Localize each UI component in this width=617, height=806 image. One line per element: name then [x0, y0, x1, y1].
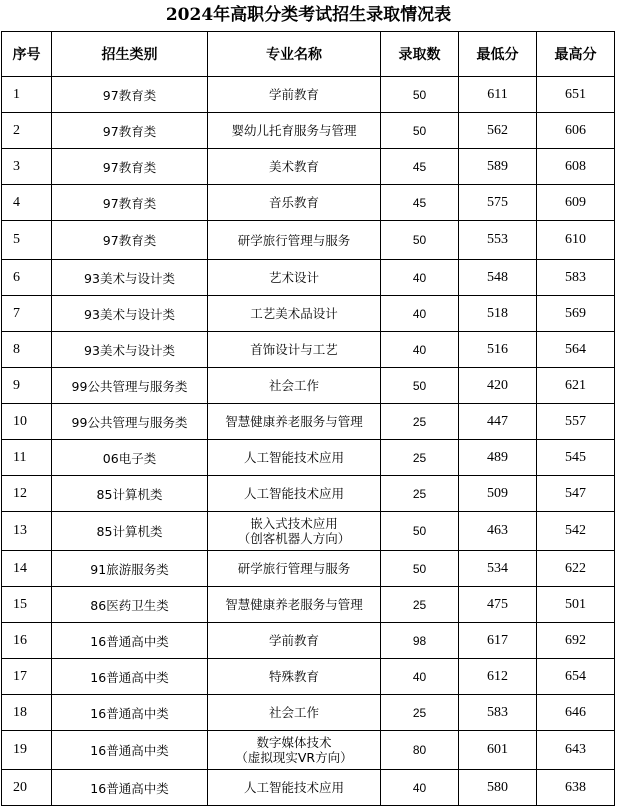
- cell-min-score: 447: [459, 404, 537, 440]
- cell-category: 06电子类: [52, 440, 208, 476]
- cell-major: [208, 731, 381, 770]
- cell-max-score: 608: [537, 149, 615, 185]
- cell-major: 学前教育: [208, 77, 381, 113]
- cell-index: 18: [2, 695, 52, 731]
- table-row: [2, 77, 615, 113]
- cell-category: 93美术与设计类: [52, 260, 208, 296]
- cell-major: 艺术设计: [208, 260, 381, 296]
- cell-index: 1: [2, 77, 52, 113]
- cell-count: 50: [381, 113, 459, 149]
- cell-major: 美术教育: [208, 149, 381, 185]
- cell-category: 16普通高中类: [52, 770, 208, 806]
- cell-min-score: 548: [459, 260, 537, 296]
- cell-count: 50: [381, 551, 459, 587]
- header-index: 序号: [2, 32, 52, 77]
- cell-category: 97教育类: [52, 113, 208, 149]
- cell-major: 首饰设计与工艺: [208, 332, 381, 368]
- cell-min-score: 575: [459, 185, 537, 221]
- cell-count: 40: [381, 659, 459, 695]
- table-row: [2, 587, 615, 623]
- cell-major: 社会工作: [208, 695, 381, 731]
- cell-index: 3: [2, 149, 52, 185]
- cell-category: 16普通高中类: [52, 659, 208, 695]
- cell-min-score: 583: [459, 695, 537, 731]
- cell-index: 20: [2, 770, 52, 806]
- cell-count: 98: [381, 623, 459, 659]
- cell-count: 80: [381, 731, 459, 770]
- header-max-score: 最高分: [537, 32, 615, 77]
- header-major: 专业名称: [208, 32, 381, 77]
- cell-max-score: 569: [537, 296, 615, 332]
- cell-category: 99公共管理与服务类: [52, 368, 208, 404]
- cell-count: 40: [381, 770, 459, 806]
- cell-max-score: 547: [537, 476, 615, 512]
- header-category: 招生类别: [52, 32, 208, 77]
- cell-min-score: 518: [459, 296, 537, 332]
- header-min-score: 最低分: [459, 32, 537, 77]
- admission-table: [1, 31, 615, 806]
- cell-min-score: 516: [459, 332, 537, 368]
- cell-category: 99公共管理与服务类: [52, 404, 208, 440]
- cell-min-score: 580: [459, 770, 537, 806]
- cell-index: 2: [2, 113, 52, 149]
- cell-category: 93美术与设计类: [52, 332, 208, 368]
- cell-major: 人工智能技术应用: [208, 770, 381, 806]
- cell-min-score: 601: [459, 731, 537, 770]
- cell-min-score: 489: [459, 440, 537, 476]
- cell-count: 45: [381, 149, 459, 185]
- cell-min-score: 612: [459, 659, 537, 695]
- table-row: [2, 221, 615, 260]
- cell-major: 学前教育: [208, 623, 381, 659]
- table-row: [2, 260, 615, 296]
- cell-max-score: 646: [537, 695, 615, 731]
- cell-major: [208, 512, 381, 551]
- major-line-2: （虚拟现实VR方向）: [235, 750, 353, 765]
- cell-count: 50: [381, 512, 459, 551]
- cell-max-score: 622: [537, 551, 615, 587]
- cell-max-score: 651: [537, 77, 615, 113]
- major-line-2: （创客机器人方向）: [237, 531, 351, 546]
- cell-max-score: 654: [537, 659, 615, 695]
- cell-index: 13: [2, 512, 52, 551]
- cell-count: 45: [381, 185, 459, 221]
- table-row: [2, 404, 615, 440]
- cell-count: 40: [381, 260, 459, 296]
- document-title: 2024年高职分类考试招生录取情况表: [165, 5, 452, 25]
- cell-index: 16: [2, 623, 52, 659]
- cell-index: 9: [2, 368, 52, 404]
- cell-major: 社会工作: [208, 368, 381, 404]
- cell-count: 50: [381, 221, 459, 260]
- cell-index: 19: [2, 731, 52, 770]
- cell-max-score: 545: [537, 440, 615, 476]
- cell-major: 人工智能技术应用: [208, 476, 381, 512]
- cell-count: 50: [381, 368, 459, 404]
- cell-category: 91旅游服务类: [52, 551, 208, 587]
- cell-index: 10: [2, 404, 52, 440]
- cell-count: 25: [381, 440, 459, 476]
- table-row: [2, 476, 615, 512]
- table-row: [2, 185, 615, 221]
- cell-major: 工艺美术品设计: [208, 296, 381, 332]
- major-line-1: 数字媒体技术: [256, 735, 332, 750]
- cell-index: 17: [2, 659, 52, 695]
- cell-max-score: 606: [537, 113, 615, 149]
- cell-category: 86医药卫生类: [52, 587, 208, 623]
- cell-index: 12: [2, 476, 52, 512]
- table-header-row: [2, 32, 615, 77]
- table-row: [2, 659, 615, 695]
- cell-max-score: 692: [537, 623, 615, 659]
- cell-category: 16普通高中类: [52, 623, 208, 659]
- cell-major: 特殊教育: [208, 659, 381, 695]
- cell-category: 85计算机类: [52, 512, 208, 551]
- table-row: [2, 551, 615, 587]
- cell-category: 97教育类: [52, 149, 208, 185]
- cell-min-score: 589: [459, 149, 537, 185]
- cell-max-score: 564: [537, 332, 615, 368]
- table-row: [2, 623, 615, 659]
- cell-max-score: 609: [537, 185, 615, 221]
- table-row: [2, 440, 615, 476]
- cell-index: 15: [2, 587, 52, 623]
- cell-count: 25: [381, 587, 459, 623]
- header-count: 录取数: [381, 32, 459, 77]
- cell-major: 智慧健康养老服务与管理: [208, 587, 381, 623]
- table-row: [2, 770, 615, 806]
- cell-category: 16普通高中类: [52, 731, 208, 770]
- cell-index: 14: [2, 551, 52, 587]
- table-row: [2, 332, 615, 368]
- cell-max-score: 557: [537, 404, 615, 440]
- table-row: [2, 149, 615, 185]
- cell-min-score: 562: [459, 113, 537, 149]
- cell-min-score: 534: [459, 551, 537, 587]
- cell-category: 97教育类: [52, 221, 208, 260]
- cell-major: 音乐教育: [208, 185, 381, 221]
- cell-count: 40: [381, 332, 459, 368]
- cell-index: 5: [2, 221, 52, 260]
- cell-index: 4: [2, 185, 52, 221]
- cell-count: 50: [381, 77, 459, 113]
- cell-index: 7: [2, 296, 52, 332]
- table-row: [2, 512, 615, 551]
- cell-max-score: 542: [537, 512, 615, 551]
- cell-category: 85计算机类: [52, 476, 208, 512]
- cell-min-score: 463: [459, 512, 537, 551]
- table-row: [2, 368, 615, 404]
- major-line-1: 嵌入式技术应用: [250, 516, 338, 531]
- cell-count: 25: [381, 695, 459, 731]
- cell-min-score: 611: [459, 77, 537, 113]
- cell-min-score: 509: [459, 476, 537, 512]
- cell-max-score: 638: [537, 770, 615, 806]
- cell-major: 研学旅行管理与服务: [208, 551, 381, 587]
- cell-category: 97教育类: [52, 185, 208, 221]
- cell-min-score: 617: [459, 623, 537, 659]
- cell-major: 研学旅行管理与服务: [208, 221, 381, 260]
- cell-count: 40: [381, 296, 459, 332]
- cell-count: 25: [381, 404, 459, 440]
- table-row: [2, 695, 615, 731]
- cell-max-score: 643: [537, 731, 615, 770]
- cell-max-score: 501: [537, 587, 615, 623]
- cell-max-score: 583: [537, 260, 615, 296]
- cell-index: 8: [2, 332, 52, 368]
- cell-index: 11: [2, 440, 52, 476]
- cell-min-score: 475: [459, 587, 537, 623]
- cell-min-score: 553: [459, 221, 537, 260]
- cell-category: 93美术与设计类: [52, 296, 208, 332]
- cell-index: 6: [2, 260, 52, 296]
- cell-count: 25: [381, 476, 459, 512]
- table-row: [2, 731, 615, 770]
- cell-category: 16普通高中类: [52, 695, 208, 731]
- cell-min-score: 420: [459, 368, 537, 404]
- cell-max-score: 621: [537, 368, 615, 404]
- cell-major: 人工智能技术应用: [208, 440, 381, 476]
- cell-category: 97教育类: [52, 77, 208, 113]
- cell-max-score: 610: [537, 221, 615, 260]
- table-row: [2, 113, 615, 149]
- table-row: [2, 296, 615, 332]
- cell-major: 婴幼儿托育服务与管理: [208, 113, 381, 149]
- cell-major: 智慧健康养老服务与管理: [208, 404, 381, 440]
